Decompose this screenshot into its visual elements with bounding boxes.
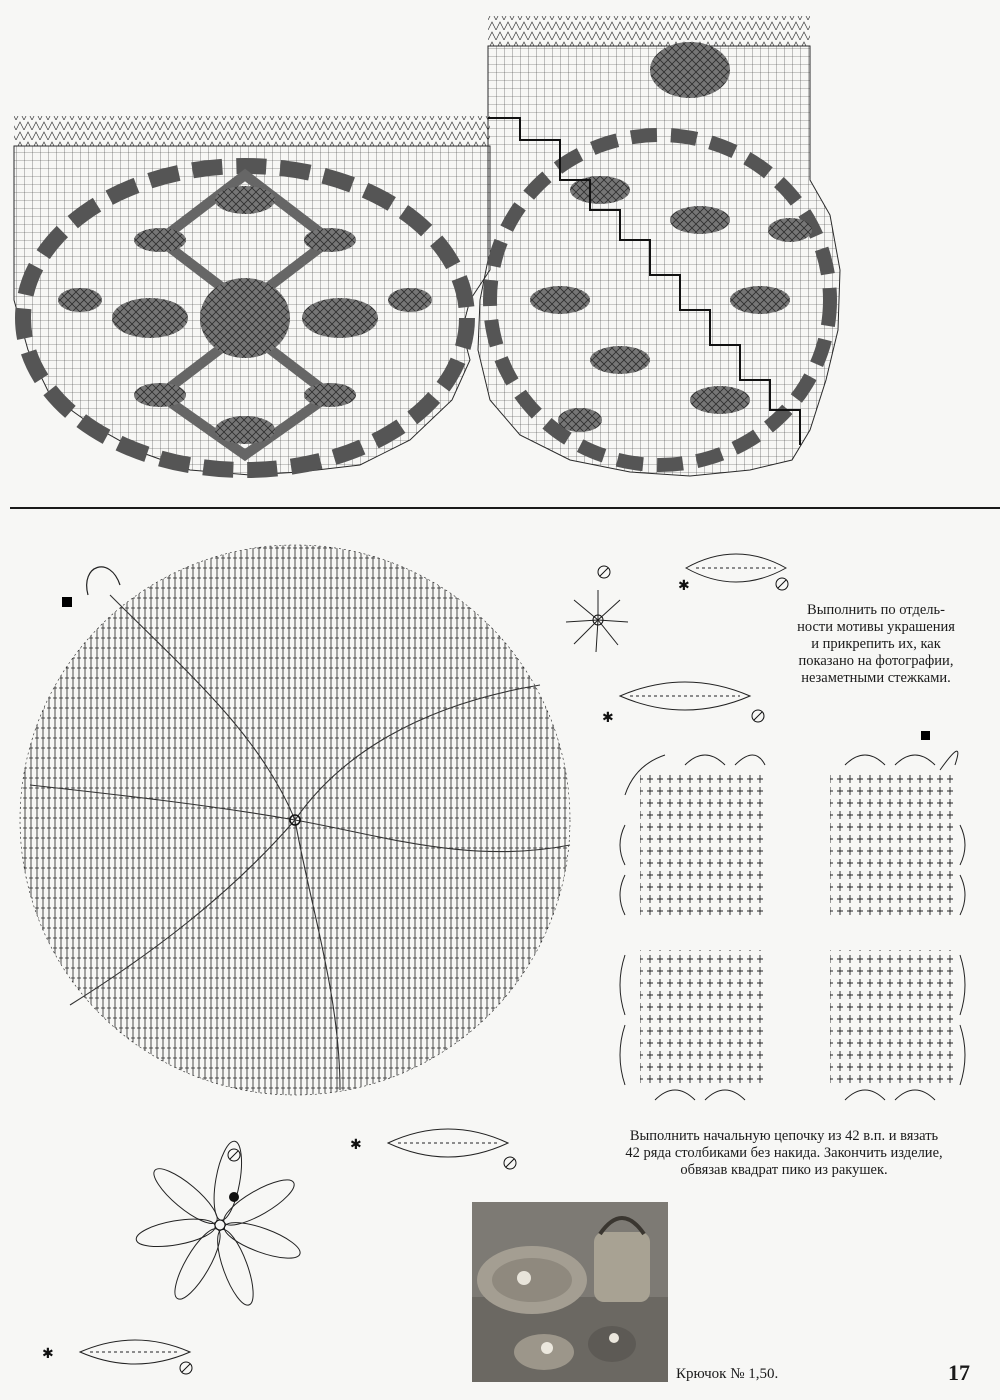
motifs-line: Выполнить по отдель- xyxy=(807,602,945,618)
product-photo xyxy=(472,1202,668,1382)
filet-chart xyxy=(0,0,1000,505)
asterisk-icon: ✱ xyxy=(678,579,690,594)
motifs-line: незаметными стежками. xyxy=(801,670,951,686)
leaf-motif-4 xyxy=(40,1328,200,1378)
flower-motif xyxy=(130,1135,310,1315)
square-diagrams xyxy=(605,725,985,1115)
square-top-left xyxy=(620,755,765,915)
end-marker-icon xyxy=(598,566,610,578)
motifs-line: и прикрепить их, как xyxy=(811,636,941,652)
end-marker-icon xyxy=(180,1362,192,1374)
asterisk-icon: ✱ xyxy=(602,711,614,726)
end-marker-icon xyxy=(504,1157,516,1169)
hook-size: Крючок № 1,50. xyxy=(676,1366,779,1382)
square-line: 42 ряда столбиками без накида. Закончить изделие, xyxy=(625,1145,943,1161)
asterisk-icon: ✱ xyxy=(42,1347,54,1362)
end-marker-icon xyxy=(228,1149,240,1161)
square-line: обвязав квадрат пико из ракушек. xyxy=(680,1162,888,1178)
square-instruction xyxy=(596,1128,972,1179)
square-bottom-right xyxy=(830,950,965,1100)
star-motif xyxy=(560,560,640,660)
leaf-motif-2 xyxy=(600,668,770,728)
leaf-motif-3 xyxy=(348,1115,528,1175)
leaf-motif-1 xyxy=(676,540,796,600)
end-marker-icon xyxy=(776,578,788,590)
black-square-icon xyxy=(921,731,930,740)
start-marker-icon xyxy=(62,597,72,607)
motifs-instruction xyxy=(770,602,982,687)
end-marker-icon xyxy=(752,710,764,722)
section-divider xyxy=(10,507,1000,509)
motifs-line: ности мотивы украшения xyxy=(797,619,955,635)
square-bottom-left xyxy=(620,950,765,1100)
square-top-right xyxy=(830,731,965,915)
page-number: 17 xyxy=(948,1360,970,1385)
asterisk-icon: ✱ xyxy=(350,1138,362,1153)
motifs-line: показано на фотографии, xyxy=(798,653,954,669)
round-doily-diagram xyxy=(10,535,590,1115)
square-line: Выполнить начальную цепочку из 42 в.п. и вязать xyxy=(629,1128,939,1144)
